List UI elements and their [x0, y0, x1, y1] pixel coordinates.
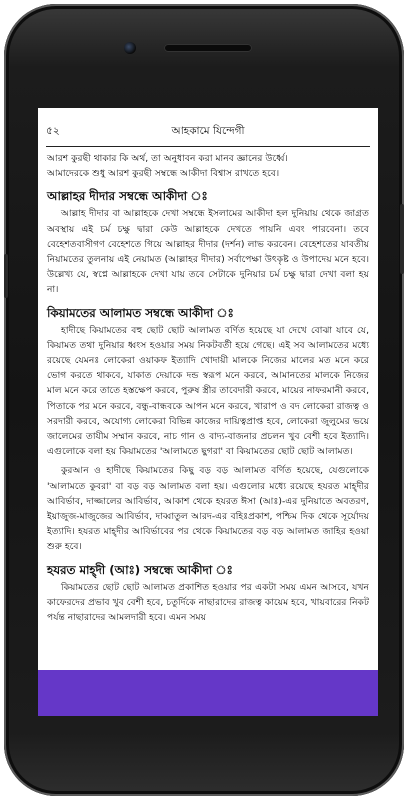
bottom-navigation-bar[interactable]: [38, 670, 378, 716]
section-heading: কিয়ামতের আলামত সম্বন্ধে আকীদা ঃ: [47, 305, 234, 320]
page-header: [38, 118, 378, 146]
intro-line: আমাদেরকে শুধু আরশ কুরছী সম্বন্ধে আকীদা বিশ্বাস রাখতে হবে।: [47, 168, 280, 180]
page-number: ৫২: [46, 124, 60, 137]
power-button: [400, 204, 404, 274]
earpiece-speaker: [164, 44, 252, 52]
section-paragraph: কুরআন ও হাদীছে কিয়ামতের কিছু বড় বড় আলামত বর্ণিত হয়েছে, যেগুলোকে 'আলামতে কুবরা' বা বড় বড় আলামত বলা হয়। এগুলোর মধ্যে রয়েছে হযরত মাহ্দীর আবির্ভাব, দাজ্জালের আবির্ভাব, আকাশ থেকে হযরত ঈসা (আঃ)-এর দুনিয়াতে অবতরণ, ইয়াজুজ-মাজুজের আবির্ভাব, দাব্বাতুল আরদ-এর বহিঃপ্রকাশ, পশ্চিম দিক থেকে সূর্যোদয় ইত্যাদি। হযরত মাহ্দীর আবির্ভাবের পর থেকে কিয়ামতের বড় বড় আলামত জাহির হওয়া শুরু হবে।: [47, 465, 369, 553]
section-paragraph: আল্লাহ দীদার বা আল্লাহকে দেখা সম্বন্ধে ইসলামের আকীদা হল দুনিয়ায় থেকে জাগ্রত অবস্থায় এই চর্ম চক্ষু দ্বারা কেউ আল্লাহকে দেখতে পায়নি এবং পারবেনা। তবে বেহেশতবাসীগণ বেহেশতে গিয়ে আল্লাহর দীদার (দর্শন) লাভ করবেন। বেহেশতের যাবতীয় নিয়ামতের তুলনায় এই নেয়ামত (আল্লাহর দীদার) সর্বাপেক্ষা উৎকৃষ্ট ও উপাদেয় মনে হবে। উল্লেখ্য যে, স্বপ্নে আল্লাহকে দেখা যায় তবে সেটাকে দুনিয়ার চর্ম চক্ষু দ্বারা দেখা বলা হয় না।: [47, 208, 369, 296]
section-heading: আল্লাহর দীদার সম্বন্ধে আকীদা ঃ: [47, 189, 208, 204]
intro-line: আরশ কুরছী থাকার কি অর্থ, তা অনুধাবন করা মানব জ্ঞানের উর্ধ্বে।: [47, 153, 288, 164]
page-content[interactable]: [38, 147, 378, 675]
section-paragraph: কিয়ামতের ছোট ছোট আলামত প্রকাশিত হওয়ার পর একটা সময় এমন আসবে, যখন কাফেরদের প্রভাব খুব বেশী হবে, চতুর্দিকে নাছারাদের রাজত্ব কায়েম হবে, খায়বারের নিকট পর্যন্ত নাছারাদের আমলদারী হবে। এমন সময়: [47, 581, 369, 624]
book-title: আহকামে যিন্দেগী: [171, 124, 245, 137]
screen: [38, 108, 378, 716]
volume-button: [4, 254, 8, 298]
front-camera-icon: [124, 42, 136, 54]
phone-frame: [4, 4, 404, 796]
section-paragraph: হাদীছে কিয়ামতের বহু ছোট ছোট আলামত বর্ণিত হয়েছে যা দেখে বোঝা যাবে যে, কিয়ামত তথা দুনিয়ার ধ্বংস হওয়ার সময় নিকটবর্তী হয়ে গেছে। এই সব আলামতের মধ্যে রয়েছে যেমনঃ লোকেরা ওয়াকফ ইত্যাদি খোদায়ী মালকে নিজের মালের মত মনে করে ভোগ করতে থাকবে, যাকাত দেয়াকে দন্ড স্বরূপ মনে করবে, আমানতের মালকে নিজের মাল মনে করে তাতে হস্তক্ষেপ করবে, পুরুষ স্ত্রীর তাবেদারী করবে, মায়ের নাফরমানী করবে, পিতাকে পর মনে করবে, বন্ধু-বান্ধবকে আপন মনে করবে, খারাপ ও বদ লোকেরা রাজত্ব ও সরদারী করবে, অযোগ্য লোকেরা বিভিন্ন কাজের দায়িত্বপ্রাপ্ত হবে, লোকেরা জুলুমের ভয়ে জালেমের তাযীম সম্মান করবে, নাচ গান ও বাদ্য-বাজনার প্রচলন খুব বেশী হবে ইত্যাদি। এগুলোকে বলা হয় কিয়ামতের 'আলামতে ছুগরা' বা কিয়ামতের ছোট ছোট আলামত।: [47, 324, 369, 458]
section-heading: হযরত মাহ্দী (আঃ) সম্বন্ধে আকীদা ঃ: [47, 562, 233, 577]
